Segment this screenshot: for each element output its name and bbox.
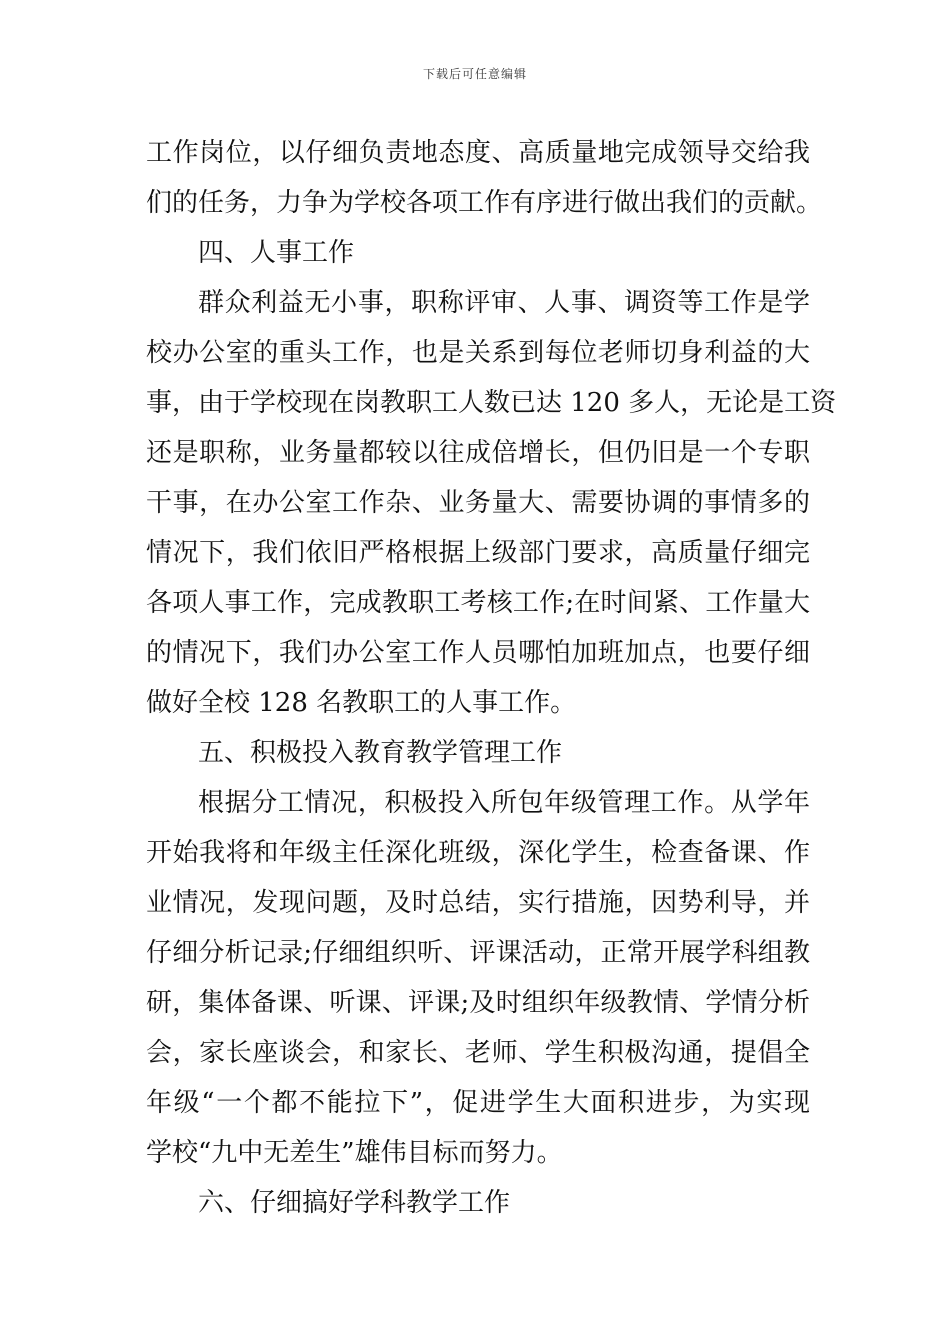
- paragraph-line: 开始我将和年级主任深化班级，深化学生，检查备课、作: [146, 838, 810, 868]
- paragraph-line: 干事，在办公室工作杂、业务量大、需要协调的事情多的: [146, 488, 810, 518]
- paragraph-line: 工作岗位，以仔细负责地态度、高质量地完成领导交给我: [146, 138, 810, 168]
- paragraph-line: 会，家长座谈会，和家长、老师、学生积极沟通，提倡全: [146, 1038, 810, 1068]
- paragraph-line: 的情况下，我们办公室工作人员哪怕加班加点，也要仔细: [146, 638, 810, 668]
- document-body: [146, 128, 837, 1228]
- page-header: 下载后可任意编辑: [422, 67, 527, 81]
- section-heading: 四、人事工作: [198, 238, 355, 268]
- paragraph-line: 校办公室的重头工作，也是关系到每位老师切身利益的大: [146, 338, 810, 368]
- paragraph-line: 还是职称，业务量都较以往成倍增长，但仍旧是一个专职: [146, 438, 810, 468]
- paragraph-line: 群众利益无小事，职称评审、人事、调资等工作是学: [198, 288, 810, 318]
- paragraph-line: 根据分工情况，积极投入所包年级管理工作。从学年: [198, 788, 810, 818]
- paragraph-line: 学校“九中无差生”雄伟目标而努力。: [146, 1138, 563, 1168]
- paragraph-line: 年级“一个都不能拉下”，促进学生大面积进步，为实现: [146, 1088, 810, 1118]
- paragraph-line: 事，由于学校现在岗教职工人数已达 120 多人，无论是工资: [146, 388, 837, 418]
- paragraph-line: 情况下，我们依旧严格根据上级部门要求，高质量仔细完: [146, 538, 810, 568]
- section-heading: 五、积极投入教育教学管理工作: [198, 738, 563, 768]
- paragraph-line: 各项人事工作，完成教职工考核工作;在时间紧、工作量大: [146, 588, 810, 618]
- section-heading: 六、仔细搞好学科教学工作: [198, 1188, 511, 1218]
- paragraph-line: 仔细分析记录;仔细组织听、评课活动，正常开展学科组教: [146, 938, 810, 968]
- paragraph-line: 们的任务，力争为学校各项工作有序进行做出我们的贡献。: [146, 188, 823, 218]
- paragraph-line: 研，集体备课、听课、评课;及时组织年级教情、学情分析: [146, 988, 810, 1018]
- paragraph-line: 业情况，发现问题，及时总结，实行措施，因势利导，并: [146, 888, 810, 918]
- paragraph-line: 做好全校 128 名教职工的人事工作。: [146, 688, 577, 718]
